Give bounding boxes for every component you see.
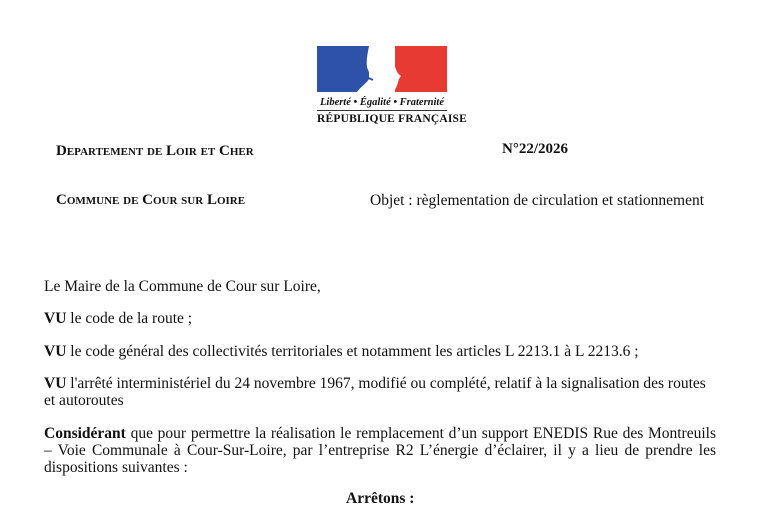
vu-clause: VU l'arrêté interministériel du 24 novembre 1967, modifié ou complété, relatif à la signalisation des routes et autoroutes (44, 375, 706, 409)
commune-heading: Commune de Cour sur Loire (56, 192, 246, 208)
decree-number: N°22/2026 (502, 141, 568, 157)
considerant-clause: Considérant que pour permettre la réalisation le remplacement d’un support ENEDIS Rue des Montreuils – Voie Communale à Cour-Sur-Loire, par l’entreprise R2 L’énergie d’éclairer, il y a lieu de prendre les dispositions suivantes : (44, 425, 716, 476)
arretons-heading: Arrêtons : (346, 490, 415, 507)
marianne-flag-icon (317, 46, 447, 92)
vu-clause: VU le code de la route ; (44, 310, 193, 327)
vu-clause: VU le code général des collectivités territoriales et notamment les articles L 2213.1 à L 2213.6 ; (44, 343, 639, 360)
intro-line: Le Maire de la Commune de Cour sur Loire, (44, 278, 321, 295)
republic-label: RÉPUBLIQUE FRANÇAISE (317, 110, 447, 125)
marianne-logo (317, 46, 468, 125)
object-line: Objet : règlementation de circulation et stationnement (370, 192, 704, 209)
department-heading: Departement de Loir et Cher (56, 143, 254, 159)
motto: Liberté • Égalité • Fraternité (319, 97, 444, 108)
